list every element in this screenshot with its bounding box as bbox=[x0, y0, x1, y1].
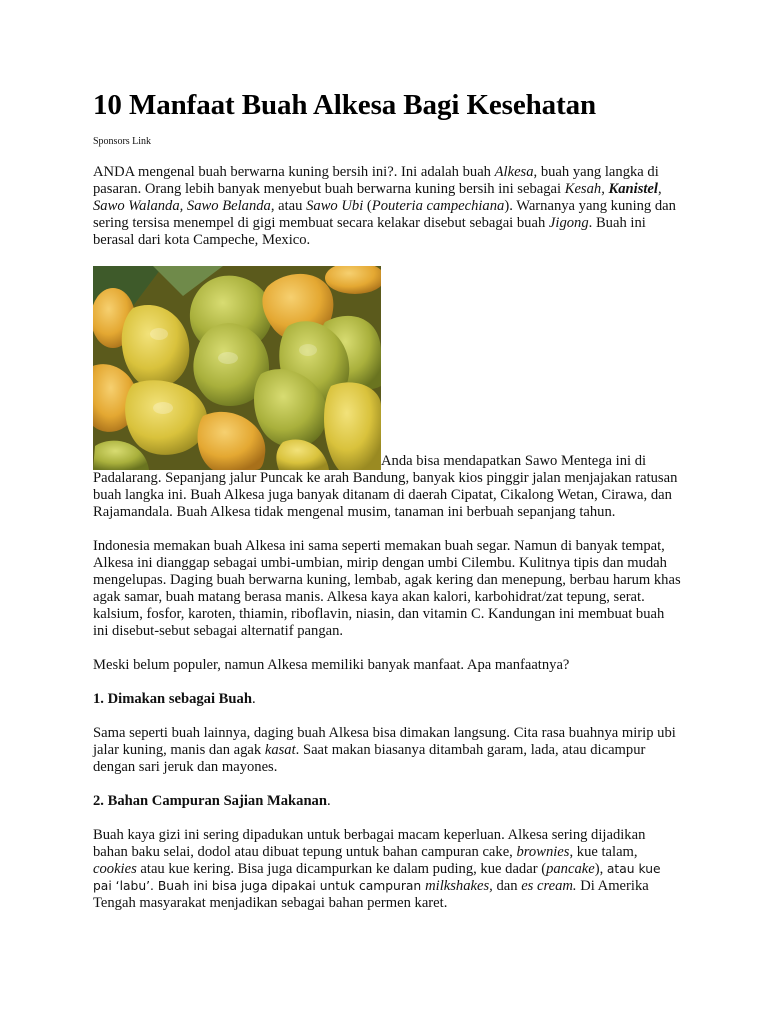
paragraph-benefits-intro: Meski belum populer, namun Alkesa memiliki banyak manfaat. Apa manfaatnya? bbox=[93, 657, 570, 673]
alkesa-fruit-photo bbox=[93, 266, 381, 470]
heading-benefit-2: 2. Bahan Campuran Sajian Makanan. bbox=[93, 793, 331, 809]
article bbox=[93, 86, 683, 912]
image-paragraph bbox=[93, 266, 683, 521]
paragraph-consumption: Indonesia memakan buah Alkesa ini sama seperti memakan buah segar. Namun di banyak tempat, Alkesa ini dianggap sebagai umbi-umbian, mirip dengan umbi Cilembu. Kulitnya tipis dan mudah mengelupas. Daging buah berwarna kuning, lembab, agak kering dan menepung, berbau harum khas agak samar, buah matang berasa manis. Alkesa kaya akan kalori, karbohidrat/zat tepung, serat. kalsium, fosfor, karoten, thiamin, riboflavin, niasin, dan vitamin C. Kandungan ini membuat buah ini disebut-sebut sebagai alternatif pangan. bbox=[93, 538, 681, 639]
paragraph-benefit-1: Sama seperti buah lainnya, daging buah Alkesa bisa dimakan langsung. Cita rasa buahnya mirip ubi jalar kuning, manis dan agak kasat. Saat makan biasanya ditambah garam, lada, atau dicampur dengan sari jeruk dan mayones. bbox=[93, 725, 676, 775]
intro-paragraph: ANDA mengenal buah berwarna kuning bersih ini?. Ini adalah buah Alkesa, buah yang langka di pasaran. Orang lebih banyak menyebut buah berwarna kuning bersih ini sebagai Kesah, Kanistel, Sawo Walanda, Sawo Belanda, atau Sawo Ubi (Pouteria campechiana). Warnanya yang kuning dan sering tersisa menempel di gigi membuat secara kelakar disebut sebagai buah Jigong. Buah ini berasal dari kota Campeche, Mexico. bbox=[93, 164, 676, 248]
heading-benefit-1: 1. Dimakan sebagai Buah. bbox=[93, 691, 256, 707]
image-side-text: Anda bisa mendapatkan Sawo Mentega ini di Padalarang. Sepanjang jalur Puncak ke arah Bandung, banyak kios pinggir jalan menjajakan ratusan buah langka ini. Buah Alkesa juga banyak ditanam di daerah Cipatat, Cikalong Wetan, Cirawa, dan Rajamandala. Buah Alkesa tidak mengenal musim, tanaman ini berbuah sepanjang tahun. bbox=[93, 453, 678, 520]
article-title: 10 Manfaat Buah Alkesa Bagi Kesehatan bbox=[93, 89, 597, 121]
paragraph-benefit-2: Buah kaya gizi ini sering dipadukan untuk berbagai macam keperluan. Alkesa sering dijadikan bahan baku selai, dodol atau dibuat tepung untuk bahan campuran cake, brownies, kue talam, cookies atau kue kering. Bisa juga dicampurkan ke dalam puding, kue dadar (pancake), atau kue pai ‘labu’. Buah ini bisa juga dipakai untuk campuran milkshakes, dan es cream. Di Amerika Tengah masyarakat menjadikan sebagai bahan permen karet. bbox=[93, 827, 661, 911]
sponsors-link[interactable]: Sponsors Link bbox=[93, 136, 152, 147]
